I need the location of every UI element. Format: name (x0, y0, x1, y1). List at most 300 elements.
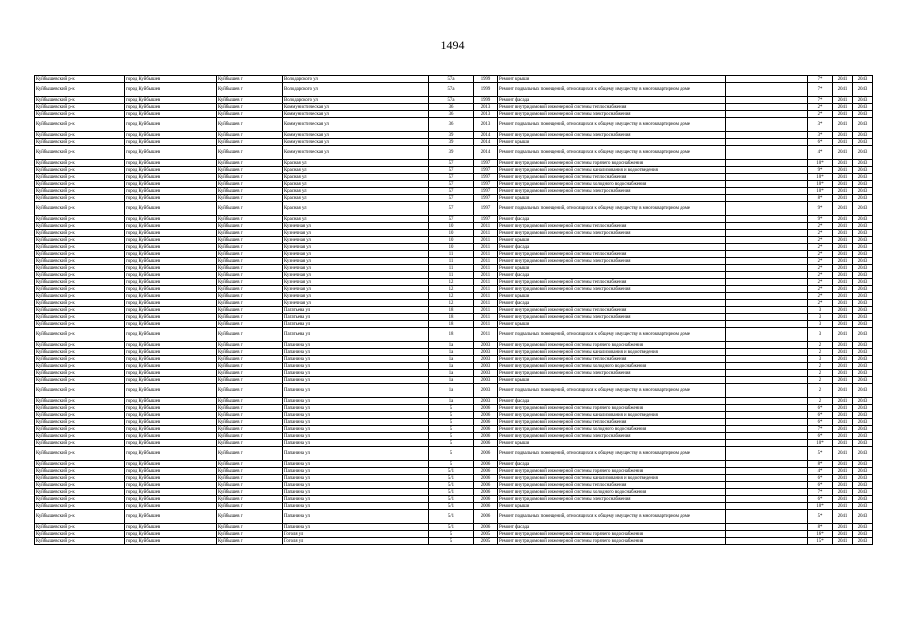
district-cell: Куйбышевский р-к (35, 272, 125, 279)
blank-cell (726, 419, 808, 426)
end-year-cell: 2043 (853, 237, 873, 244)
settlement-cell: город Куйбышев (125, 160, 217, 167)
house-cell: 1а (429, 349, 474, 356)
street-cell: Папанина ул (283, 503, 429, 510)
locality-cell: Куйбышев г (217, 300, 283, 307)
work-type-cell: Ремонт внутридомовой инженерной системы канализования и водоотведения (498, 412, 726, 419)
count-cell: 7* (808, 426, 833, 433)
end-year-cell: 2043 (853, 76, 873, 83)
end-year-cell: 2043 (853, 433, 873, 440)
house-cell: 5/1 (429, 489, 474, 496)
blank-cell (726, 293, 808, 300)
district-cell: Куйбышевский р-к (35, 328, 125, 342)
start-year-cell: 2041 (833, 139, 853, 146)
blank-cell (726, 482, 808, 489)
end-year-cell: 2043 (853, 216, 873, 223)
count-cell: 7* (808, 83, 833, 97)
start-year-cell: 2041 (833, 293, 853, 300)
table-row (35, 251, 873, 258)
district-cell: Куйбышевский р-к (35, 202, 125, 216)
district-cell: Куйбышевский р-к (35, 314, 125, 321)
table-row (35, 468, 873, 475)
start-year-cell: 2041 (833, 216, 853, 223)
locality-cell: Куйбышев г (217, 83, 283, 97)
street-cell: Папанина ул (283, 468, 429, 475)
blank-cell (726, 265, 808, 272)
locality-cell: Куйбышев г (217, 132, 283, 139)
blank-cell (726, 363, 808, 370)
locality-cell: Куйбышев г (217, 440, 283, 447)
settlement-cell: город Куйбышев (125, 426, 217, 433)
street-cell: Папанина ул (283, 342, 429, 349)
blank-cell (726, 433, 808, 440)
start-year-cell: 2041 (833, 286, 853, 293)
district-cell: Куйбышевский р-к (35, 300, 125, 307)
settlement-cell: город Куйбышев (125, 258, 217, 265)
house-cell: 36 (429, 111, 474, 118)
locality-cell: Куйбышев г (217, 258, 283, 265)
house-cell: 57 (429, 195, 474, 202)
district-cell: Куйбышевский р-к (35, 251, 125, 258)
blank-cell (726, 97, 808, 104)
district-cell: Куйбышевский р-к (35, 321, 125, 328)
end-year-cell: 2043 (853, 279, 873, 286)
table-row (35, 489, 873, 496)
year-cell: 2011 (474, 286, 498, 293)
locality-cell: Куйбышев г (217, 265, 283, 272)
street-cell: Красная ул (283, 174, 429, 181)
district-cell: Куйбышевский р-к (35, 230, 125, 237)
locality-cell: Куйбышев г (217, 279, 283, 286)
count-cell: 4* (808, 146, 833, 160)
locality-cell: Куйбышев г (217, 349, 283, 356)
house-cell: 10 (429, 244, 474, 251)
work-type-cell: Ремонт фасада (498, 300, 726, 307)
district-cell: Куйбышевский р-к (35, 118, 125, 132)
start-year-cell: 2041 (833, 461, 853, 468)
street-cell: Красная ул (283, 188, 429, 195)
table-row (35, 181, 873, 188)
district-cell: Куйбышевский р-к (35, 496, 125, 503)
table-row (35, 244, 873, 251)
end-year-cell: 2043 (853, 314, 873, 321)
house-cell: 57 (429, 167, 474, 174)
year-cell: 2006 (474, 510, 498, 524)
count-cell: 6* (808, 139, 833, 146)
table-row (35, 314, 873, 321)
table-row (35, 97, 873, 104)
locality-cell: Куйбышев г (217, 510, 283, 524)
street-cell: Коммунистическая ул (283, 132, 429, 139)
blank-cell (726, 531, 808, 538)
work-type-cell: Ремонт крыши (498, 265, 726, 272)
start-year-cell: 2041 (833, 377, 853, 384)
district-cell: Куйбышевский р-к (35, 160, 125, 167)
district-cell: Куйбышевский р-к (35, 440, 125, 447)
start-year-cell: 2041 (833, 167, 853, 174)
street-cell: Папанина ул (283, 489, 429, 496)
street-cell: Папанина ул (283, 426, 429, 433)
district-cell: Куйбышевский р-к (35, 363, 125, 370)
settlement-cell: город Куйбышев (125, 279, 217, 286)
district-cell: Куйбышевский р-к (35, 286, 125, 293)
year-cell: 2011 (474, 244, 498, 251)
district-cell: Куйбышевский р-к (35, 447, 125, 461)
year-cell: 2003 (474, 342, 498, 349)
table-row (35, 146, 873, 160)
settlement-cell: город Куйбышев (125, 405, 217, 412)
settlement-cell: город Куйбышев (125, 384, 217, 398)
table-row (35, 160, 873, 167)
settlement-cell: город Куйбышев (125, 146, 217, 160)
settlement-cell: город Куйбышев (125, 531, 217, 538)
settlement-cell: город Куйбышев (125, 188, 217, 195)
house-cell: 18 (429, 314, 474, 321)
blank-cell (726, 181, 808, 188)
blank-cell (726, 139, 808, 146)
start-year-cell: 2041 (833, 510, 853, 524)
table-row (35, 139, 873, 146)
year-cell: 2011 (474, 300, 498, 307)
table-row (35, 503, 873, 510)
locality-cell: Куйбышев г (217, 160, 283, 167)
year-cell: 2006 (474, 468, 498, 475)
start-year-cell: 2041 (833, 531, 853, 538)
year-cell: 2013 (474, 111, 498, 118)
street-cell: Володарского ул (283, 76, 429, 83)
count-cell: 2* (808, 237, 833, 244)
locality-cell: Куйбышев г (217, 244, 283, 251)
end-year-cell: 2043 (853, 293, 873, 300)
end-year-cell: 2043 (853, 251, 873, 258)
work-type-cell: Ремонт подвальных помещений, относящихся к общему имуществу в многоквартирном доме (498, 202, 726, 216)
settlement-cell: город Куйбышев (125, 265, 217, 272)
end-year-cell: 2043 (853, 412, 873, 419)
count-cell: 6* (808, 412, 833, 419)
settlement-cell: город Куйбышев (125, 139, 217, 146)
table-row (35, 111, 873, 118)
street-cell: Папанина ул (283, 384, 429, 398)
count-cell: 10* (808, 503, 833, 510)
house-cell: 18 (429, 321, 474, 328)
settlement-cell: город Куйбышев (125, 349, 217, 356)
year-cell: 2011 (474, 230, 498, 237)
start-year-cell: 2041 (833, 132, 853, 139)
end-year-cell: 2043 (853, 132, 873, 139)
year-cell: 1997 (474, 167, 498, 174)
house-cell: 1а (429, 398, 474, 405)
start-year-cell: 2041 (833, 97, 853, 104)
count-cell: 2* (808, 230, 833, 237)
house-cell: 1а (429, 377, 474, 384)
work-type-cell: Ремонт подвальных помещений, относящихся к общему имуществу в многоквартирном доме (498, 118, 726, 132)
work-type-cell: Ремонт внутридомовой инженерной системы теплоснабжения (498, 251, 726, 258)
table-row (35, 538, 873, 545)
end-year-cell: 2043 (853, 440, 873, 447)
end-year-cell: 2043 (853, 531, 873, 538)
street-cell: Гоголя ул (283, 538, 429, 545)
house-cell: 57а (429, 83, 474, 97)
district-cell: Куйбышевский р-к (35, 503, 125, 510)
district-cell: Куйбышевский р-к (35, 377, 125, 384)
house-cell: 5 (429, 440, 474, 447)
blank-cell (726, 461, 808, 468)
house-cell: 5 (429, 405, 474, 412)
district-cell: Куйбышевский р-к (35, 426, 125, 433)
end-year-cell: 2043 (853, 174, 873, 181)
year-cell: 2006 (474, 433, 498, 440)
work-type-cell: Ремонт внутридомовой инженерной системы электроснабжения (498, 258, 726, 265)
end-year-cell: 2043 (853, 118, 873, 132)
settlement-cell: город Куйбышев (125, 195, 217, 202)
start-year-cell: 2041 (833, 251, 853, 258)
settlement-cell: город Куйбышев (125, 412, 217, 419)
count-cell: 10* (808, 440, 833, 447)
settlement-cell: город Куйбышев (125, 272, 217, 279)
count-cell: 2* (808, 223, 833, 230)
start-year-cell: 2041 (833, 342, 853, 349)
work-type-cell: Ремонт внутридомовой инженерной системы теплоснабжения (498, 307, 726, 314)
settlement-cell: город Куйбышев (125, 503, 217, 510)
settlement-cell: город Куйбышев (125, 433, 217, 440)
street-cell: Папанина ул (283, 461, 429, 468)
end-year-cell: 2043 (853, 111, 873, 118)
start-year-cell: 2041 (833, 426, 853, 433)
start-year-cell: 2041 (833, 328, 853, 342)
end-year-cell: 2043 (853, 377, 873, 384)
table-row (35, 174, 873, 181)
locality-cell: Куйбышев г (217, 181, 283, 188)
start-year-cell: 2041 (833, 244, 853, 251)
blank-cell (726, 447, 808, 461)
year-cell: 2013 (474, 118, 498, 132)
table-row (35, 83, 873, 97)
house-cell: 5/1 (429, 503, 474, 510)
locality-cell: Куйбышев г (217, 188, 283, 195)
settlement-cell: город Куйбышев (125, 356, 217, 363)
locality-cell: Куйбышев г (217, 370, 283, 377)
count-cell: 5* (808, 510, 833, 524)
count-cell: 10* (808, 181, 833, 188)
end-year-cell: 2043 (853, 524, 873, 531)
start-year-cell: 2041 (833, 237, 853, 244)
start-year-cell: 2041 (833, 349, 853, 356)
blank-cell (726, 83, 808, 97)
district-cell: Куйбышевский р-к (35, 97, 125, 104)
district-cell: Куйбышевский р-к (35, 356, 125, 363)
end-year-cell: 2043 (853, 328, 873, 342)
table-row (35, 188, 873, 195)
count-cell: 3 (808, 314, 833, 321)
work-type-cell: Ремонт крыши (498, 321, 726, 328)
count-cell: 16* (808, 531, 833, 538)
year-cell: 2006 (474, 475, 498, 482)
street-cell: Пагатьева ул (283, 328, 429, 342)
district-cell: Куйбышевский р-к (35, 405, 125, 412)
count-cell: 9* (808, 167, 833, 174)
house-cell: 1а (429, 342, 474, 349)
start-year-cell: 2041 (833, 76, 853, 83)
settlement-cell: город Куйбышев (125, 202, 217, 216)
district-cell: Куйбышевский р-к (35, 531, 125, 538)
start-year-cell: 2041 (833, 181, 853, 188)
blank-cell (726, 216, 808, 223)
district-cell: Куйбышевский р-к (35, 237, 125, 244)
house-cell: 39 (429, 139, 474, 146)
street-cell: Папанина ул (283, 482, 429, 489)
locality-cell: Куйбышев г (217, 202, 283, 216)
street-cell: Папанина ул (283, 524, 429, 531)
end-year-cell: 2043 (853, 265, 873, 272)
end-year-cell: 2043 (853, 307, 873, 314)
locality-cell: Куйбышев г (217, 174, 283, 181)
work-type-cell: Ремонт внутридомовой инженерной системы теплоснабжения (498, 356, 726, 363)
start-year-cell: 2041 (833, 447, 853, 461)
blank-cell (726, 244, 808, 251)
count-cell: 3* (808, 118, 833, 132)
blank-cell (726, 370, 808, 377)
end-year-cell: 2043 (853, 321, 873, 328)
table-row (35, 258, 873, 265)
work-type-cell: Ремонт фасада (498, 244, 726, 251)
locality-cell: Куйбышев г (217, 447, 283, 461)
blank-cell (726, 426, 808, 433)
district-cell: Куйбышевский р-к (35, 111, 125, 118)
work-type-cell: Ремонт внутридомовой инженерной системы горячего водоснабжения (498, 531, 726, 538)
start-year-cell: 2041 (833, 195, 853, 202)
year-cell: 2014 (474, 139, 498, 146)
end-year-cell: 2043 (853, 503, 873, 510)
settlement-cell: город Куйбышев (125, 489, 217, 496)
locality-cell: Куйбышев г (217, 230, 283, 237)
work-type-cell: Ремонт подвальных помещений, относящихся к общему имуществу в многоквартирном доме (498, 328, 726, 342)
blank-cell (726, 468, 808, 475)
house-cell: 57а (429, 97, 474, 104)
table-row (35, 384, 873, 398)
house-cell: 5 (429, 447, 474, 461)
house-cell: 39 (429, 132, 474, 139)
count-cell: 8* (808, 195, 833, 202)
table-row (35, 265, 873, 272)
settlement-cell: город Куйбышев (125, 223, 217, 230)
blank-cell (726, 188, 808, 195)
end-year-cell: 2043 (853, 104, 873, 111)
table-row (35, 496, 873, 503)
count-cell: 2* (808, 265, 833, 272)
settlement-cell: город Куйбышев (125, 363, 217, 370)
work-type-cell: Ремонт внутридомовой инженерной системы электроснабжения (498, 286, 726, 293)
settlement-cell: город Куйбышев (125, 461, 217, 468)
blank-cell (726, 223, 808, 230)
end-year-cell: 2043 (853, 384, 873, 398)
settlement-cell: город Куйбышев (125, 111, 217, 118)
district-cell: Куйбышевский р-к (35, 307, 125, 314)
house-cell: 5/1 (429, 468, 474, 475)
house-cell: 5/1 (429, 510, 474, 524)
blank-cell (726, 174, 808, 181)
locality-cell: Куйбышев г (217, 237, 283, 244)
count-cell: 2 (808, 370, 833, 377)
start-year-cell: 2041 (833, 111, 853, 118)
street-cell: Папанина ул (283, 377, 429, 384)
house-cell: 1а (429, 356, 474, 363)
year-cell: 1997 (474, 216, 498, 223)
settlement-cell: город Куйбышев (125, 230, 217, 237)
end-year-cell: 2043 (853, 181, 873, 188)
year-cell: 1999 (474, 83, 498, 97)
start-year-cell: 2041 (833, 370, 853, 377)
house-cell: 11 (429, 251, 474, 258)
blank-cell (726, 202, 808, 216)
count-cell: 10* (808, 188, 833, 195)
district-cell: Куйбышевский р-к (35, 370, 125, 377)
year-cell: 2006 (474, 524, 498, 531)
start-year-cell: 2041 (833, 489, 853, 496)
work-type-cell: Ремонт внутридомовой инженерной системы канализования и водоотведения (498, 475, 726, 482)
house-cell: 57 (429, 202, 474, 216)
locality-cell: Куйбышев г (217, 503, 283, 510)
settlement-cell: город Куйбышев (125, 328, 217, 342)
street-cell: Кузнечная ул (283, 244, 429, 251)
district-cell: Куйбышевский р-к (35, 188, 125, 195)
district-cell: Куйбышевский р-к (35, 139, 125, 146)
count-cell: 2* (808, 293, 833, 300)
district-cell: Куйбышевский р-к (35, 489, 125, 496)
settlement-cell: город Куйбышев (125, 286, 217, 293)
blank-cell (726, 237, 808, 244)
count-cell: 2 (808, 342, 833, 349)
work-type-cell: Ремонт подвальных помещений, относящихся к общему имуществу в многоквартирном доме (498, 384, 726, 398)
count-cell: 2 (808, 377, 833, 384)
district-cell: Куйбышевский р-к (35, 265, 125, 272)
work-type-cell: Ремонт фасада (498, 216, 726, 223)
settlement-cell: город Куйбышев (125, 482, 217, 489)
end-year-cell: 2043 (853, 230, 873, 237)
settlement-cell: город Куйбышев (125, 510, 217, 524)
locality-cell: Куйбышев г (217, 398, 283, 405)
count-cell: 7* (808, 97, 833, 104)
start-year-cell: 2041 (833, 279, 853, 286)
settlement-cell: город Куйбышев (125, 251, 217, 258)
work-type-cell: Ремонт внутридомовой инженерной системы электроснабжения (498, 370, 726, 377)
year-cell: 1999 (474, 97, 498, 104)
settlement-cell: город Куйбышев (125, 104, 217, 111)
work-type-cell: Ремонт внутридомовой инженерной системы электроснабжения (498, 111, 726, 118)
house-cell: 5/1 (429, 482, 474, 489)
count-cell: 8* (808, 524, 833, 531)
end-year-cell: 2043 (853, 160, 873, 167)
street-cell: Красная ул (283, 216, 429, 223)
count-cell: 3 (808, 356, 833, 363)
house-cell: 12 (429, 300, 474, 307)
district-cell: Куйбышевский р-к (35, 461, 125, 468)
street-cell: Красная ул (283, 195, 429, 202)
house-cell: 57а (429, 76, 474, 83)
blank-cell (726, 160, 808, 167)
work-type-cell: Ремонт внутридомовой инженерной системы холодного водоснабжения (498, 426, 726, 433)
street-cell: Кузнечная ул (283, 293, 429, 300)
table-row (35, 433, 873, 440)
work-type-cell: Ремонт крыши (498, 293, 726, 300)
blank-cell (726, 300, 808, 307)
settlement-cell: город Куйбышев (125, 447, 217, 461)
locality-cell: Куйбышев г (217, 531, 283, 538)
table-row (35, 349, 873, 356)
count-cell: 2* (808, 111, 833, 118)
blank-cell (726, 167, 808, 174)
settlement-cell: город Куйбышев (125, 538, 217, 545)
street-cell: Папанина ул (283, 510, 429, 524)
